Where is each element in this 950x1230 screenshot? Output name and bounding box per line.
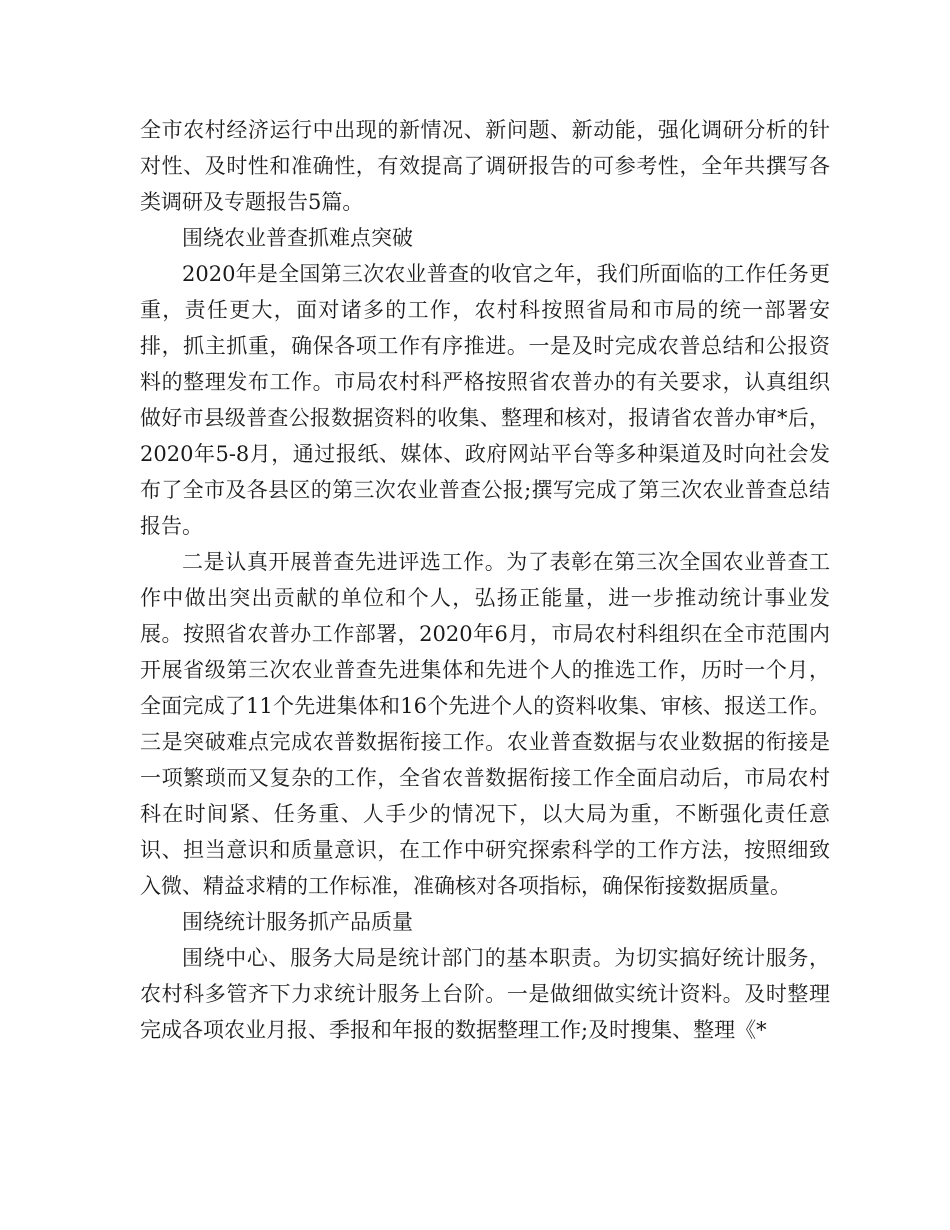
document-body <box>140 112 830 1048</box>
section-heading-service: 围绕统计服务抓产品质量 <box>182 910 413 934</box>
paragraph-continuation: 全市农村经济运行中出现的新情况、新问题、新动能，强化调研分析的针对性、及时性和准确性，有效提高了调研报告的可参考性，全年共撰写各类调研及专题报告5篇。 <box>140 118 830 214</box>
paragraph-census-2020: 2020年是全国第三次农业普查的收官之年，我们所面临的工作任务更重，责任更大，面对诸多的工作，农村科按照省局和市局的统一部署安排，抓主抓重，确保各项工作有序推进。一是及时完成农普总结和公报资料的整理发布工作。市局农村科严格按照省农普办的有关要求，认真组织做好市县级普查公报数据资料的收集、整理和核对，报请省农普办审*后，2020年5-8月，通过报纸、媒体、政府网站平台等多种渠道及时向社会发布了全市及各县区的第三次农业普查公报;撰写完成了第三次农业普查总结报告。 <box>140 262 830 538</box>
paragraph-advanced-selection: 二是认真开展普查先进评选工作。为了表彰在第三次全国农业普查工作中做出突出贡献的单位和个人，弘扬正能量，进一步推动统计事业发展。按照省农普办工作部署，2020年6月，市局农村科组织在全市范围内开展省级第三次农业普查先进集体和先进个人的推选工作，历时一个月，全面完成了11个先进集体和16个先进个人的资料收集、审核、报送工作。三是突破难点完成农普数据衔接工作。农业普查数据与农业数据的衔接是一项繁琐而又复杂的工作，全省农普数据衔接工作全面启动后，市局农村科在时间紧、任务重、人手少的情况下，以大局为重，不断强化责任意识、担当意识和质量意识，在工作中研究探索科学的工作方法，按照细致入微、精益求精的工作标准，准确核对各项指标，确保衔接数据质量。 <box>140 550 830 898</box>
section-heading-census: 围绕农业普查抓难点突破 <box>182 226 413 250</box>
paragraph-statistical-service: 围绕中心、服务大局是统计部门的基本职责。为切实搞好统计服务，农村科多管齐下力求统计服务上台阶。一是做细做实统计资料。及时整理完成各项农业月报、季报和年报的数据整理工作;及时搜集、整理《* <box>140 946 830 1042</box>
